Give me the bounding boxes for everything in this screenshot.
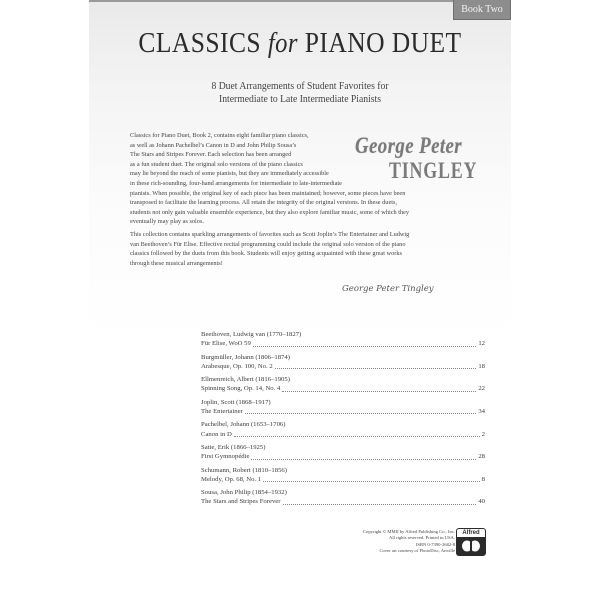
toc-piece-row (201, 384, 485, 393)
intro-line: van Beethoven’s Für Elise. Effective recital programming could include the original solo version of the piano (130, 240, 406, 248)
toc-leader-dots (253, 346, 476, 347)
toc-page-number: 2 (481, 430, 485, 438)
toc-composer: Joplin, Scott (1868–1917) (201, 398, 271, 406)
toc-page-number: 8 (481, 475, 485, 483)
intro-line: students not only gain valuable ensemble experience, but they also explore familiar music, some of which they (130, 208, 410, 216)
intro-line: as well as Johann Pachelbel’s Canon in D and John Philip Sousa’s (130, 141, 297, 149)
alfred-publisher-logo (456, 528, 486, 556)
intro-line: in these rich-sounding, four-hand arrangements for intermediate to late-intermediate (130, 179, 342, 187)
toc-leader-dots (234, 436, 480, 437)
book-subtitle (106, 80, 494, 106)
toc-page-number: 18 (478, 362, 485, 370)
toc-composer: Pachelbel, Johann (1653–1706) (201, 421, 286, 429)
toc-leader-dots (245, 413, 477, 414)
subtitle-line: Intermediate to Late Intermediate Pianists (218, 94, 382, 105)
toc-piece-title: Spinning Song, Op. 14, No. 4 (201, 385, 281, 393)
title-part-for: for (267, 28, 298, 59)
toc-piece-row (201, 407, 485, 416)
book-cover-page (89, 0, 511, 600)
intro-line: The Stars and Stripes Forever. Each selection has been arranged (130, 151, 292, 159)
toc-page-number: 12 (478, 340, 485, 348)
toc-entry (201, 443, 485, 462)
book-number-tab: Book Two (453, 0, 511, 20)
intro-paragraph-2 (130, 230, 482, 268)
toc-composer: Sousa, John Philip (1854–1932) (201, 489, 287, 497)
toc-entry (201, 353, 485, 372)
intro-text (130, 131, 482, 268)
copyright-line: All rights reserved. Printed in USA. (389, 535, 455, 541)
toc-piece-row (201, 362, 485, 371)
intro-line: may lie beyond the reach of some pianists, but they are immediately accessible (130, 170, 329, 178)
toc-entry (201, 398, 485, 417)
toc-leader-dots (263, 481, 480, 482)
toc-piece-title: The Stars and Stripes Forever (201, 498, 281, 506)
toc-page-number: 28 (478, 453, 485, 461)
toc-leader-dots (283, 504, 477, 505)
toc-leader-dots (282, 391, 476, 392)
toc-piece-row (201, 475, 485, 484)
toc-composer: Ellmenreich, Albert (1816–1905) (201, 376, 290, 384)
toc-piece-row (201, 497, 485, 506)
toc-entry (201, 466, 485, 485)
author-first-name: George Peter (355, 133, 463, 158)
toc-entry (201, 420, 485, 439)
copyright-notice (305, 529, 455, 555)
intro-line: pianists. When possible, the original key of each piece has been maintained; however, some pieces have been (130, 189, 406, 197)
top-rule (89, 0, 511, 2)
copyright-line: ISBN 0-7390-2682-8 (415, 541, 455, 547)
toc-piece-title: First Gymnopédie (201, 453, 250, 461)
table-of-contents (201, 330, 485, 511)
toc-piece-row (201, 452, 485, 461)
intro-line: eventually may play as solos. (130, 218, 204, 226)
toc-page-number: 34 (478, 408, 485, 416)
toc-piece-title: Für Elise, WoO 59 (201, 340, 251, 348)
toc-composer: Burgmüller, Johann (1806–1874) (201, 353, 290, 361)
toc-leader-dots (275, 368, 477, 369)
author-signature: George Peter Tingley (342, 284, 434, 294)
toc-leader-dots (251, 459, 476, 460)
intro-line: through these musical arrangements! (130, 259, 223, 267)
toc-composer: Schumann, Robert (1810–1856) (201, 466, 287, 474)
copyright-line: Copyright © MMII by Alfred Publishing Co., Inc. (362, 529, 455, 534)
toc-piece-row (201, 339, 485, 348)
toc-piece-row (201, 430, 485, 439)
intro-line: transposed to facilitate the learning process. All retain the integrity of the original versions. In these duets, (130, 199, 398, 207)
toc-composer: Beethoven, Ludwig van (1770–1827) (201, 331, 302, 338)
title-part-piano-duet: PIANO DUET (297, 27, 462, 59)
title-part-classics: CLASSICS (138, 27, 268, 59)
toc-entry (201, 330, 485, 349)
toc-page-number: 22 (478, 385, 485, 393)
intro-line: classics followed by the duets from this book. Students will enjoy getting acquainted with these great works (130, 250, 402, 258)
copyright-line: Cover art courtesy of PhotoDisc, Artville (379, 548, 455, 554)
intro-line: This collection contains sparkling arrangements of favorites such as Scott Joplin’s The Entertainer and Ludwig (130, 230, 410, 238)
toc-piece-title: Canon in D (201, 430, 232, 438)
subtitle-line: 8 Duet Arrangements of Student Favorites for (211, 81, 389, 92)
toc-piece-title: The Entertainer (201, 408, 243, 416)
alfred-logo-wordmark: Alfred (457, 529, 485, 537)
toc-piece-title: Melody, Op. 68, No. 1 (201, 475, 262, 483)
intro-line: Classics for Piano Duet, Book 2, contains eight familiar piano classics, (130, 132, 309, 139)
alfred-logo-mark-icon (461, 539, 481, 553)
toc-piece-title: Arabesque, Op. 100, No. 2 (201, 362, 273, 370)
toc-composer: Satie, Erik (1866–1925) (201, 443, 266, 451)
book-title (114, 26, 485, 61)
intro-line: as a fun student duet. The original solo versions of the piano classics (130, 160, 303, 168)
toc-entry (201, 375, 485, 394)
intro-paragraph-1 (130, 131, 482, 227)
toc-page-number: 40 (478, 498, 485, 506)
author-last-name: TINGLEY (389, 158, 478, 183)
toc-entry (201, 488, 485, 507)
